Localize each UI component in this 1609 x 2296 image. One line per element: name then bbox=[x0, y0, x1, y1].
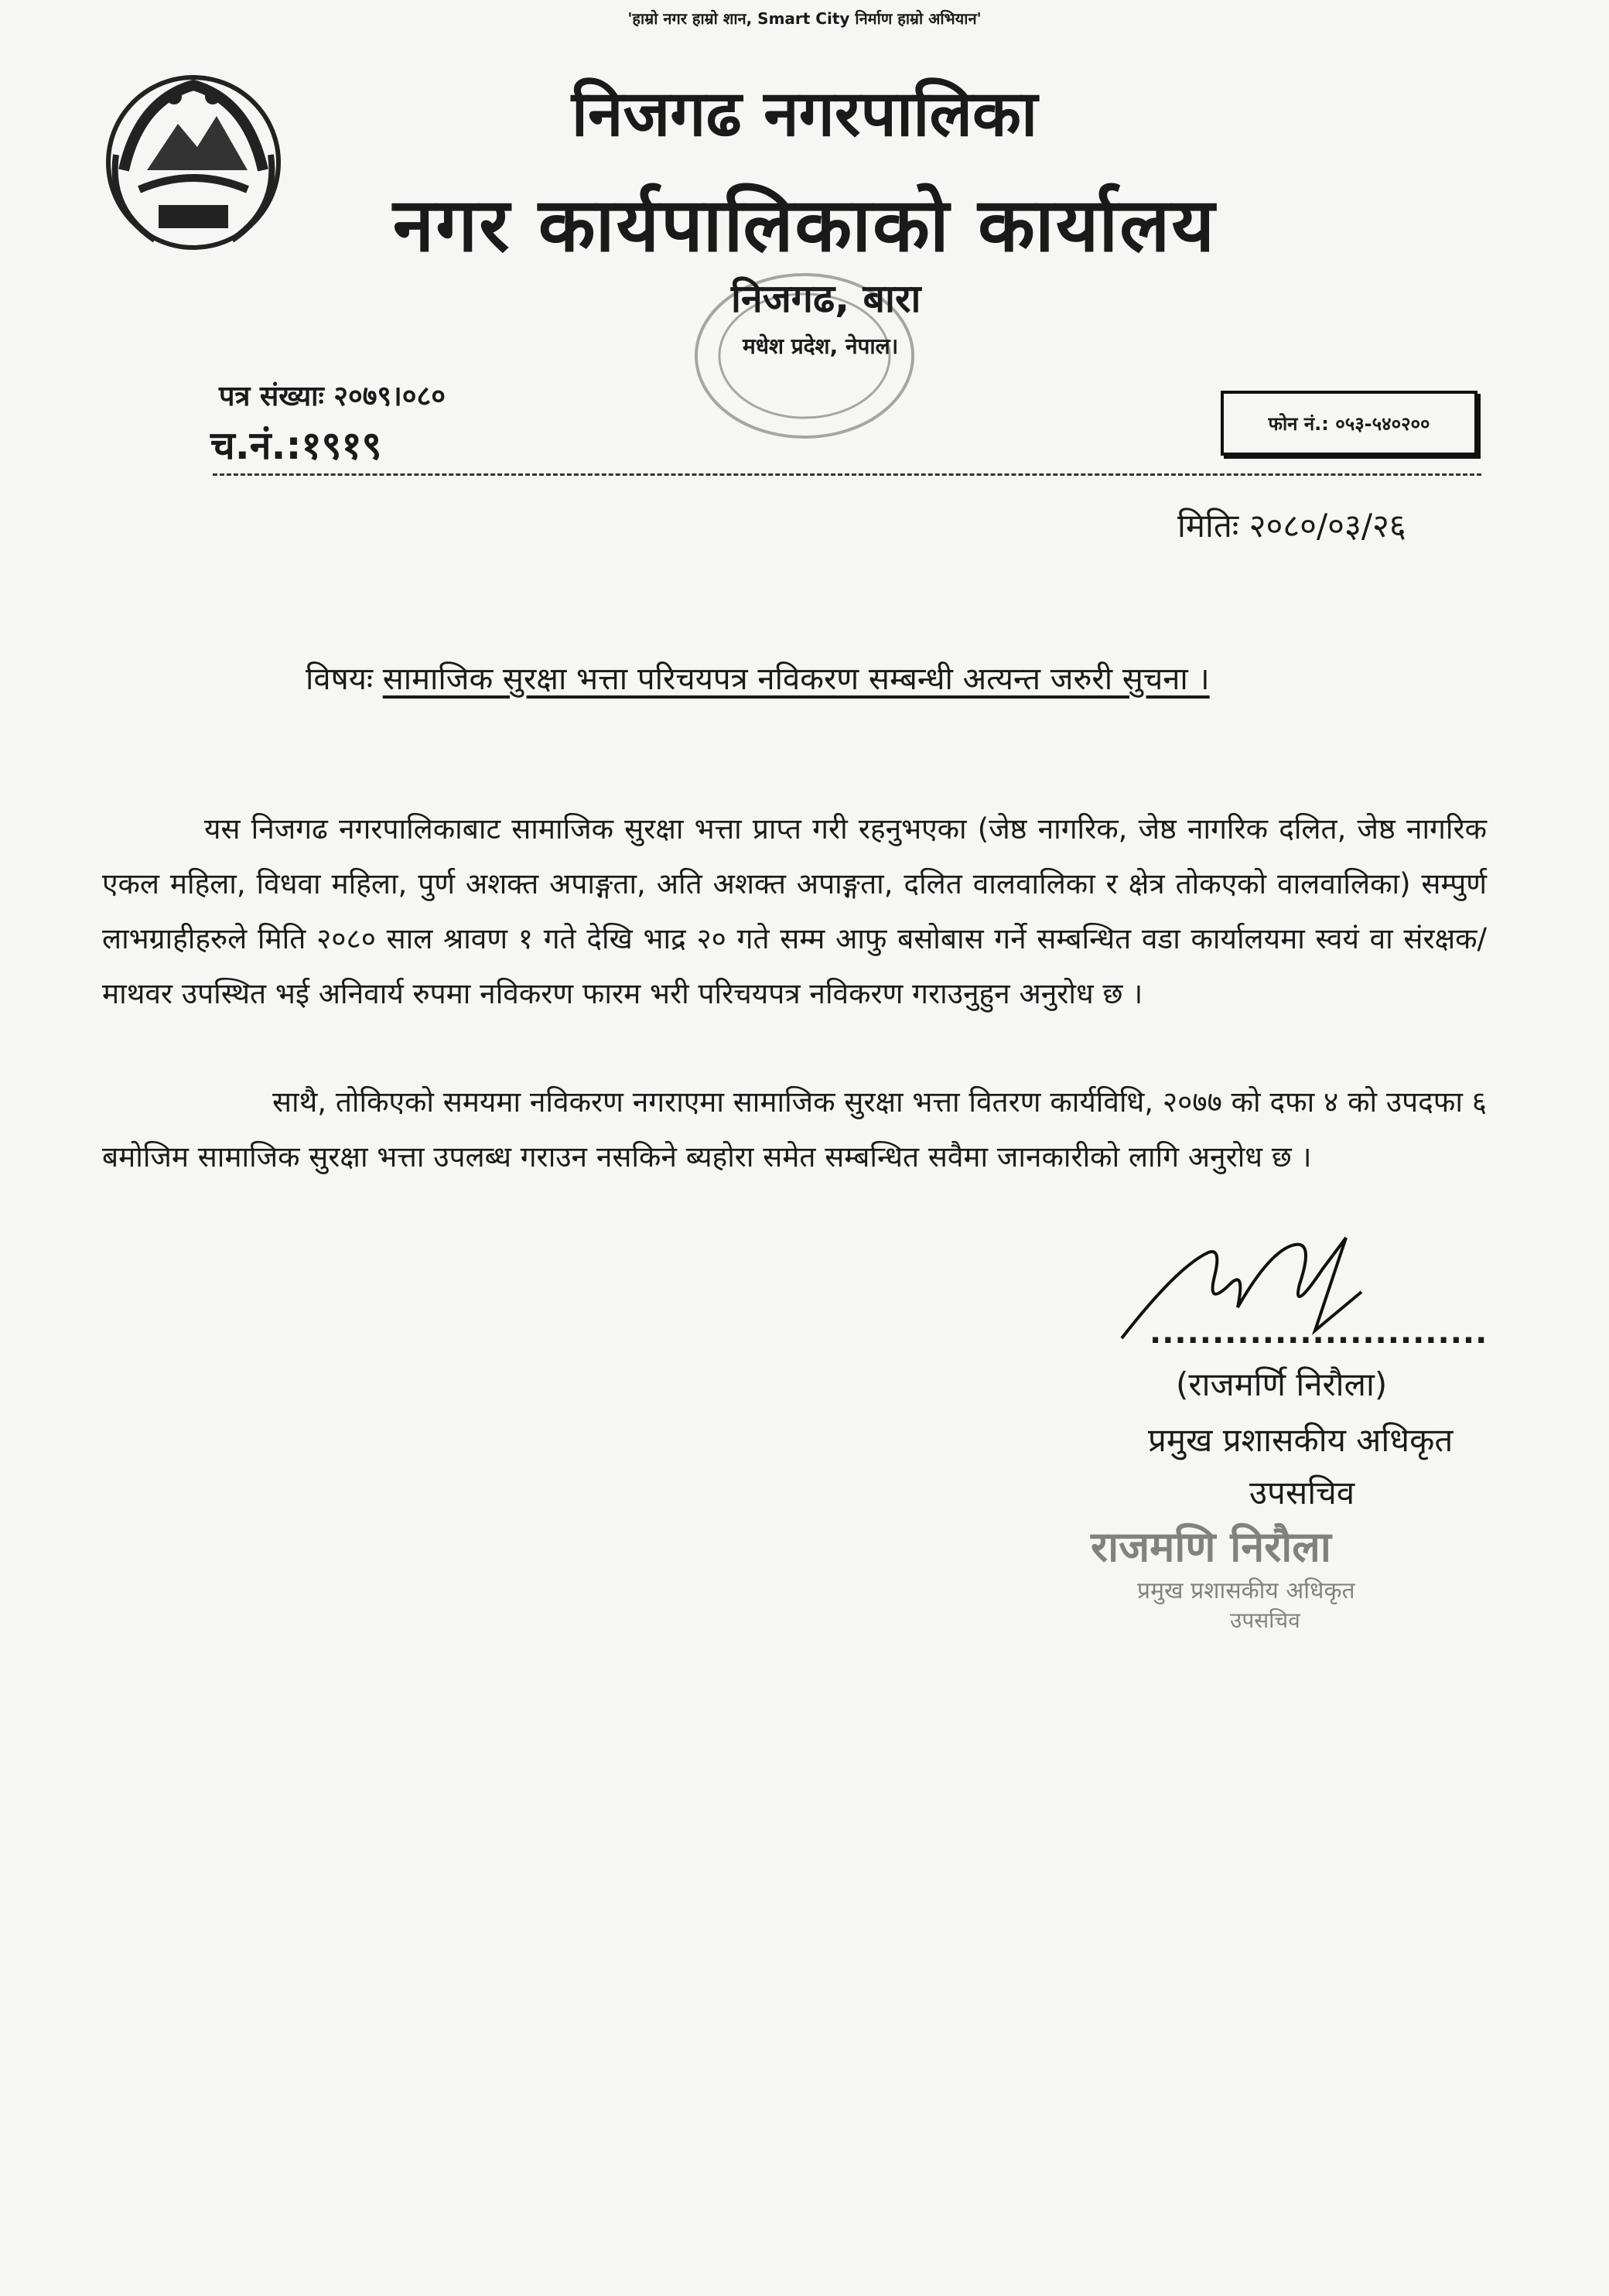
body-paragraph-2: साथै, तोकिएको समयमा नविकरण नगराएमा सामाजिक सुरक्षा भत्ता वितरण कार्यविधि, २०७७ को दफा ४ को उपदफा ६ बमोजिम सामाजिक सुरक्षा भत्ता उपलब्ध गराउन नसकिने ब्यहोरा समेत सम्बन्धित सवैमा जानकारीको लागि अनुरोध छ । bbox=[102, 1085, 1487, 1174]
subject-label: विषयः bbox=[306, 661, 373, 697]
reference-number: पत्र संख्याः २०७९।०८० bbox=[219, 381, 446, 412]
office-name: नगर कार्यपालिकाको कार्यालय bbox=[392, 182, 1217, 268]
municipality-name: निजगढ नगरपालिका bbox=[571, 77, 1038, 151]
name-seal bbox=[1091, 1516, 1462, 1635]
slogan: 'हाम्रो नगर हाम्रो शान, Smart City निर्माण हाम्रो अभियान' bbox=[627, 9, 982, 28]
signatory-title: प्रमुख प्रशासकीय अधिकृत bbox=[1148, 1421, 1454, 1459]
subject-text: सामाजिक सुरक्षा भत्ता परिचयपत्र नविकरण सम्बन्धी अत्यन्त जरुरी सुचना । bbox=[382, 661, 1210, 697]
subject-line bbox=[306, 656, 1210, 699]
signatory-rank: उपसचिव bbox=[1249, 1474, 1355, 1512]
signature-line: ........................... bbox=[1150, 1315, 1488, 1351]
header-divider bbox=[213, 473, 1481, 476]
dispatch-number: च.नं.:१९१९ bbox=[210, 423, 382, 468]
phone-number: फोन नं.: ०५३-५४०२०० bbox=[1268, 412, 1430, 435]
body-paragraph-1: यस निजगढ नगरपालिकाबाट सामाजिक सुरक्षा भत्ता प्राप्त गरी रहनुभएका (जेष्ठ नागरिक, जेष्ठ नागरिक दलित, जेष्ठ नागरिक एकल महिला, विधवा महिला, पुर्ण अशक्त अपाङ्गता, अति अशक्त अपाङ्गता, दलित वालवालिका र क्षेत्र तोकएको वालवालिका) सम्पुर्ण लाभग्राहीहरुले मिति २०८० साल श्रावण १ गते देखि भाद्र २० गते सम्म आफु बसोबास गर्ने सम्बन्धित वडा कार्यालयमा स्वयं वा संरक्षक/माथवर उपस्थित भई अनिवार्य रुपमा नविकरण फारम भरी परिचयपत्र नविकरण गराउनुहुन अनुरोध छ । bbox=[102, 812, 1487, 1010]
office-location: निजगढ, बारा bbox=[731, 276, 921, 321]
seal-name: राजमणि निरौला bbox=[1091, 1522, 1331, 1571]
seal-rank: उपसचिव bbox=[1230, 1608, 1300, 1633]
seal-title: प्रमुख प्रशासकीय अधिकृत bbox=[1137, 1577, 1355, 1604]
office-address: मधेश प्रदेश, नेपाल। bbox=[743, 333, 899, 359]
letter-date: मितिः २०८०/०३/२६ bbox=[1177, 507, 1406, 545]
signatory-name: (राजमर्णि निरौला) bbox=[1176, 1365, 1388, 1403]
phone-box bbox=[1221, 391, 1477, 456]
